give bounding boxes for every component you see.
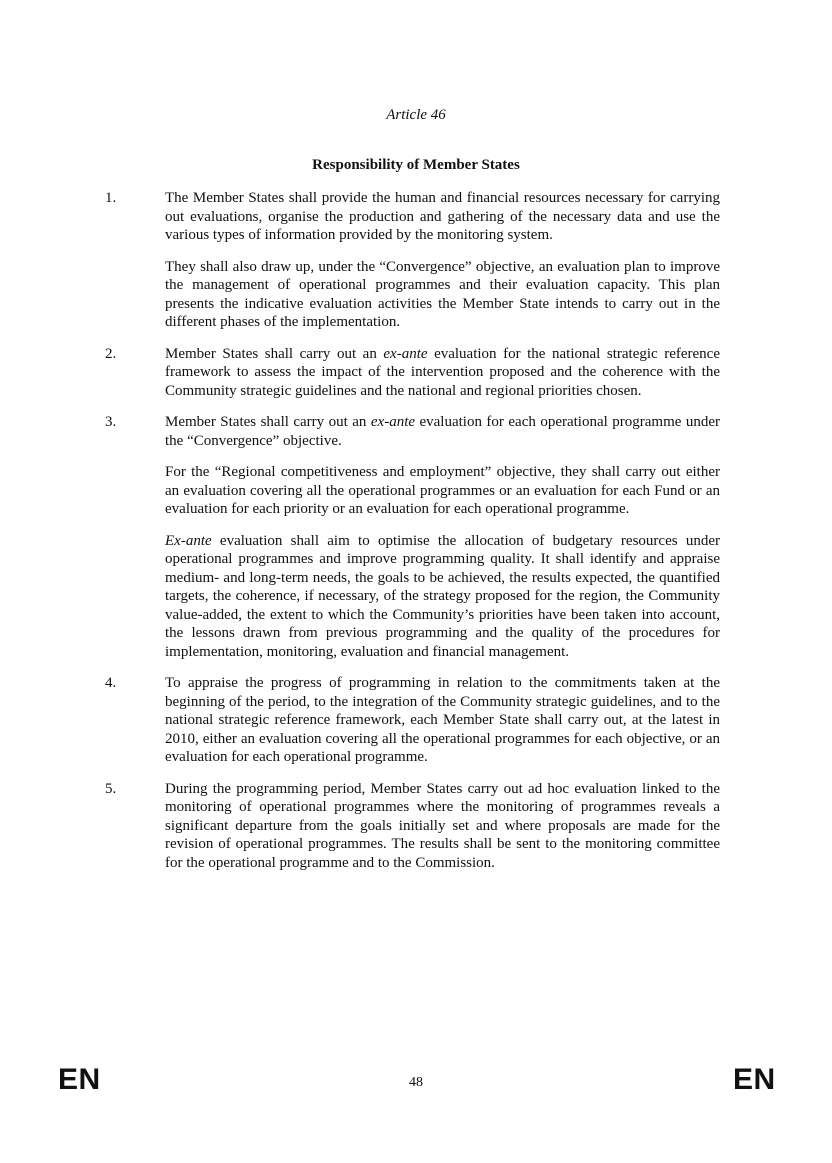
article-body (105, 189, 720, 885)
text-run: evaluation for the national strategic reference framework to assess the impact of the intervention proposed and the coherence with the Community strategic guidelines and the national and regional priorities chosen. (165, 345, 720, 399)
numbered-item (105, 189, 720, 332)
paragraph (165, 532, 720, 662)
paragraph (165, 189, 720, 245)
italic-text: ex-ante (370, 414, 416, 430)
item-number: 1. (105, 190, 117, 206)
item-number: 2. (105, 345, 117, 362)
item-number: 5. (105, 780, 117, 797)
item-number: 4. (105, 675, 117, 691)
article-number: Article 46 (386, 107, 446, 123)
numbered-item (105, 413, 720, 661)
language-label-left: EN (58, 1063, 101, 1096)
text-run: They shall also draw up, under the “Convergence” objective, an evaluation plan to improve the management of operational programmes and their evaluation capacity. This plan presents the indicative evaluation activities the Member State intends to carry out in the different phases of the implementation. (165, 258, 720, 330)
paragraph (165, 674, 720, 767)
text-run: The Member States shall provide the human and financial resources necessary for carrying out evaluations, organise the production and gathering of the necessary data and use the various types of information provided by the monitoring system. (165, 190, 720, 243)
page-number: 48 (409, 1075, 423, 1090)
paragraph (165, 258, 720, 332)
paragraph (165, 780, 720, 873)
text-run: evaluation shall aim to optimise the allocation of budgetary resources under operational programmes and improve programming quality. It shall identify and appraise medium- and long-term needs, the goals to be achieved, the results expected, the quantified targets, the coherence, if necessary, of the strategy proposed for the region, the Community value-added, the extent to which the Community’s priorities have been taken into account, the lessons drawn from previous programming and the quality of the procedures for implementation, monitoring, evaluation and financial management. (165, 532, 720, 660)
paragraph (165, 413, 720, 450)
text-run: During the programming period, Member States carry out ad hoc evaluation linked to the monitoring of operational programmes where the monitoring of programmes reveals a significant departure from the goals initially set and where proposals are made for the revision of operational programmes. The results shall be sent to the monitoring committee for the operational programme and to the Commission. (165, 780, 720, 871)
numbered-item (105, 674, 720, 767)
text-run: Member States shall carry out an (165, 345, 384, 362)
item-number: 3. (105, 414, 117, 430)
text-run: For the “Regional competitiveness and employment” objective, they shall carry out either an evaluation covering all the operational programmes or an evaluation for each Fund or an evaluation for each priority or an evaluation for each operational programme. (165, 464, 720, 517)
paragraph (165, 463, 720, 519)
text-run: To appraise the progress of programming in relation to the commitments taken at the beginning of the period, to the integration of the Community strategic guidelines, and to the national strategic reference framework, each Member State shall carry out, at the latest in 2010, either an evaluation covering all the operational programmes for each objective, or an evaluation for each operational programme. (165, 675, 720, 765)
text-run: Member States shall carry out an (165, 414, 371, 430)
paragraph (165, 345, 720, 401)
numbered-item (105, 345, 720, 401)
italic-text: Ex-ante (165, 532, 212, 549)
article-heading: Responsibility of Member States (312, 157, 520, 173)
text-run: evaluation for each operational programme under the “Convergence” objective. (165, 414, 721, 449)
language-label-right: EN (733, 1063, 776, 1096)
italic-text: ex-ante (383, 345, 428, 362)
numbered-item (105, 780, 720, 873)
